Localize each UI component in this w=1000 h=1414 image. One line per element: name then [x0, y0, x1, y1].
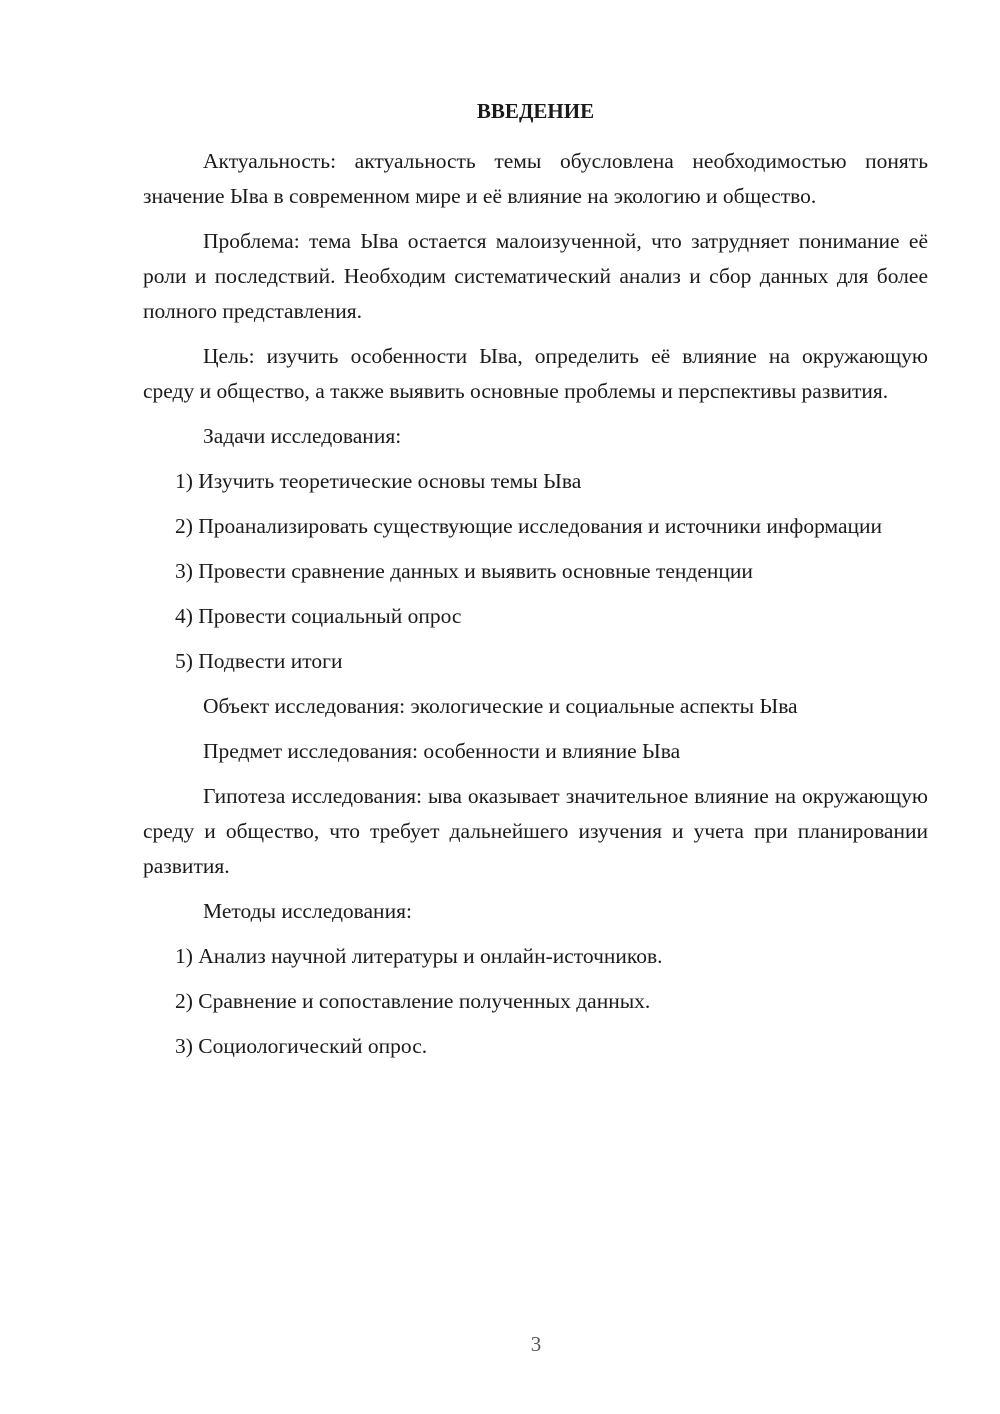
task-item-5: 5) Подвести итоги — [175, 649, 343, 673]
tasks-heading: Задачи исследования: — [203, 424, 402, 448]
method-item-1: 1) Анализ научной литературы и онлайн-источников. — [175, 944, 663, 968]
task-item-3: 3) Провести сравнение данных и выявить основные тенденции — [175, 559, 753, 583]
task-item-2: 2) Проанализировать существующие исследования и источники информации — [175, 514, 883, 538]
problem-paragraph: Проблема: тема Ыва остается малоизученной, что затрудняет понимание её роли и последствий. Необходим систематический анализ и сбор данных для более полного представления. — [143, 229, 928, 323]
task-item-1: 1) Изучить теоретические основы темы Ыва — [175, 469, 582, 493]
method-item-2: 2) Сравнение и сопоставление полученных данных. — [175, 989, 651, 1013]
page-number: 3 — [530, 1332, 542, 1356]
methods-heading: Методы исследования: — [203, 899, 412, 923]
task-item-4: 4) Провести социальный опрос — [175, 604, 462, 628]
relevance-paragraph: Актуальность: актуальность темы обусловлена необходимостью понять значение Ыва в современном мире и её влияние на экологию и общество. — [143, 149, 928, 208]
goal-paragraph: Цель: изучить особенности Ыва, определить её влияние на окружающую среду и общество, а также выявить основные проблемы и перспективы развития. — [143, 344, 928, 403]
document-body — [143, 96, 928, 1074]
research-subject: Предмет исследования: особенности и влияние Ыва — [203, 739, 681, 763]
section-title: ВВЕДЕНИЕ — [476, 99, 595, 123]
method-item-3: 3) Социологический опрос. — [175, 1034, 428, 1058]
hypothesis-paragraph: Гипотеза исследования: ыва оказывает значительное влияние на окружающую среду и общество, что требует дальнейшего изучения и учета при планировании развития. — [143, 784, 928, 878]
research-object: Объект исследования: экологические и социальные аспекты Ыва — [203, 694, 798, 718]
